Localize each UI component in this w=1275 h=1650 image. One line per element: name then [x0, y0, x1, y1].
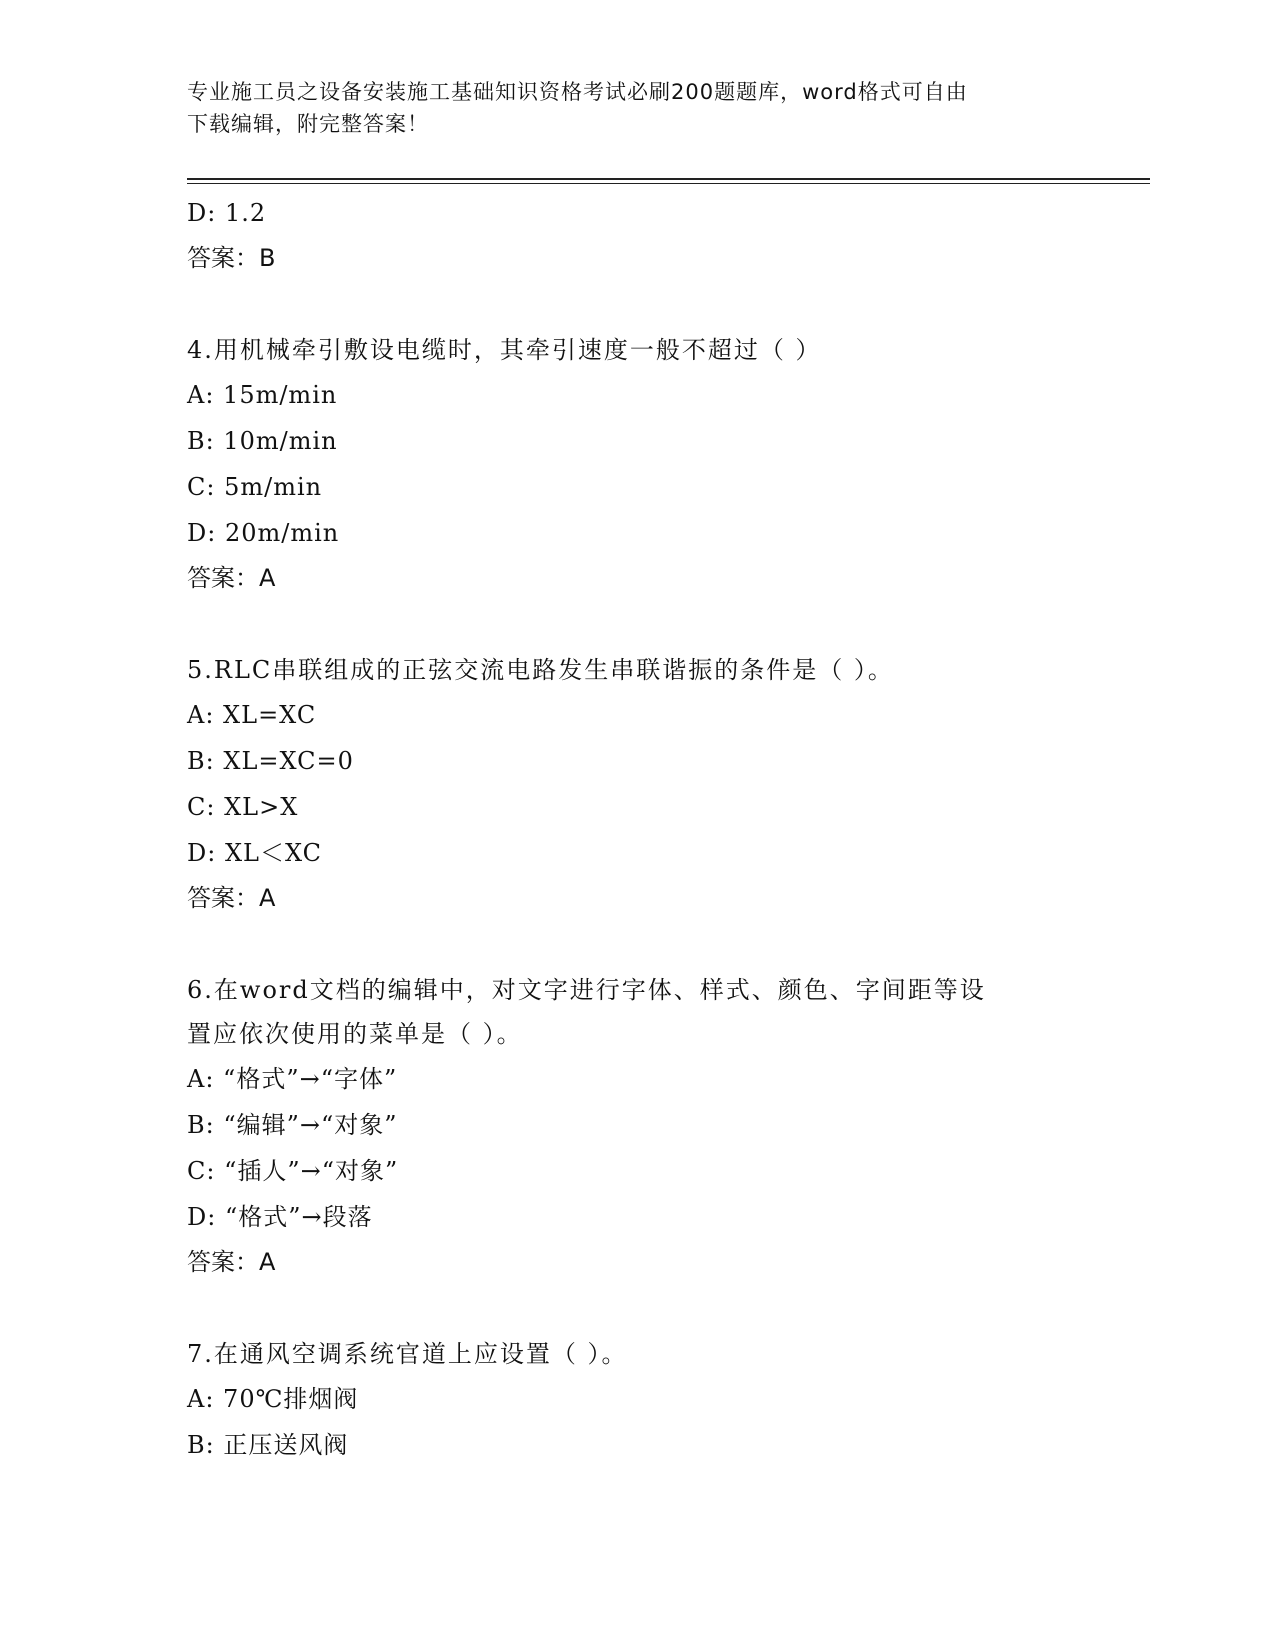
header-divider-thick [187, 178, 1150, 180]
header-title-line-1: 专业施工员之设备安装施工基础知识资格考试必刷200题题库，word格式可自由 [187, 80, 968, 104]
question-4-option-a: A: 15m/min [187, 381, 338, 409]
question-6-text-line-1: 6.在word文档的编辑中，对文字进行字体、样式、颜色、字间距等设 [187, 976, 986, 1004]
question-4-option-d: D: 20m/min [187, 519, 340, 547]
question-4-option-c: C: 5m/min [187, 473, 323, 501]
question-6-option-b: B: “编辑”→“对象” [187, 1111, 398, 1139]
document-header [187, 76, 1087, 140]
question-6 [187, 968, 1087, 1284]
question-4-option-b: B: 10m/min [187, 427, 338, 455]
header-divider-thin [187, 183, 1150, 184]
question-6-option-d: D: “格式”→段落 [187, 1203, 373, 1231]
question-5 [187, 648, 1087, 920]
question-7 [187, 1332, 1087, 1468]
question-3-partial [187, 190, 1087, 280]
question-4-text: 4.用机械牵引敷设电缆时，其牵引速度一般不超过（ ） [187, 336, 822, 364]
question-7-text: 7.在通风空调系统官道上应设置（ ）。 [187, 1340, 628, 1368]
question-list [187, 190, 1087, 1468]
question-7-option-a: A: 70℃排烟阀 [187, 1385, 359, 1413]
question-5-text: 5.RLC串联组成的正弦交流电路发生串联谐振的条件是（ ）。 [187, 656, 894, 684]
question-6-option-a: A: “格式”→“字体” [187, 1065, 398, 1093]
question-3-answer: 答案：B [187, 244, 276, 272]
question-5-option-a: A: XL=XC [187, 701, 317, 729]
question-5-answer: 答案：A [187, 884, 276, 912]
header-title-line-2: 下载编辑，附完整答案！ [187, 112, 429, 136]
question-6-answer: 答案：A [187, 1248, 276, 1276]
question-4 [187, 328, 1087, 600]
question-5-option-b: B: XL=XC=0 [187, 747, 354, 775]
question-4-answer: 答案：A [187, 564, 276, 592]
question-5-option-d: D: XL＜XC [187, 839, 323, 867]
question-6-option-c: C: “插人”→“对象” [187, 1157, 399, 1185]
question-6-text-line-2: 置应依次使用的菜单是（ ）。 [187, 1020, 523, 1048]
question-3-option-d: D: 1.2 [187, 199, 267, 227]
question-7-option-b: B: 正压送风阀 [187, 1431, 349, 1459]
question-5-option-c: C: XL>X [187, 793, 299, 821]
